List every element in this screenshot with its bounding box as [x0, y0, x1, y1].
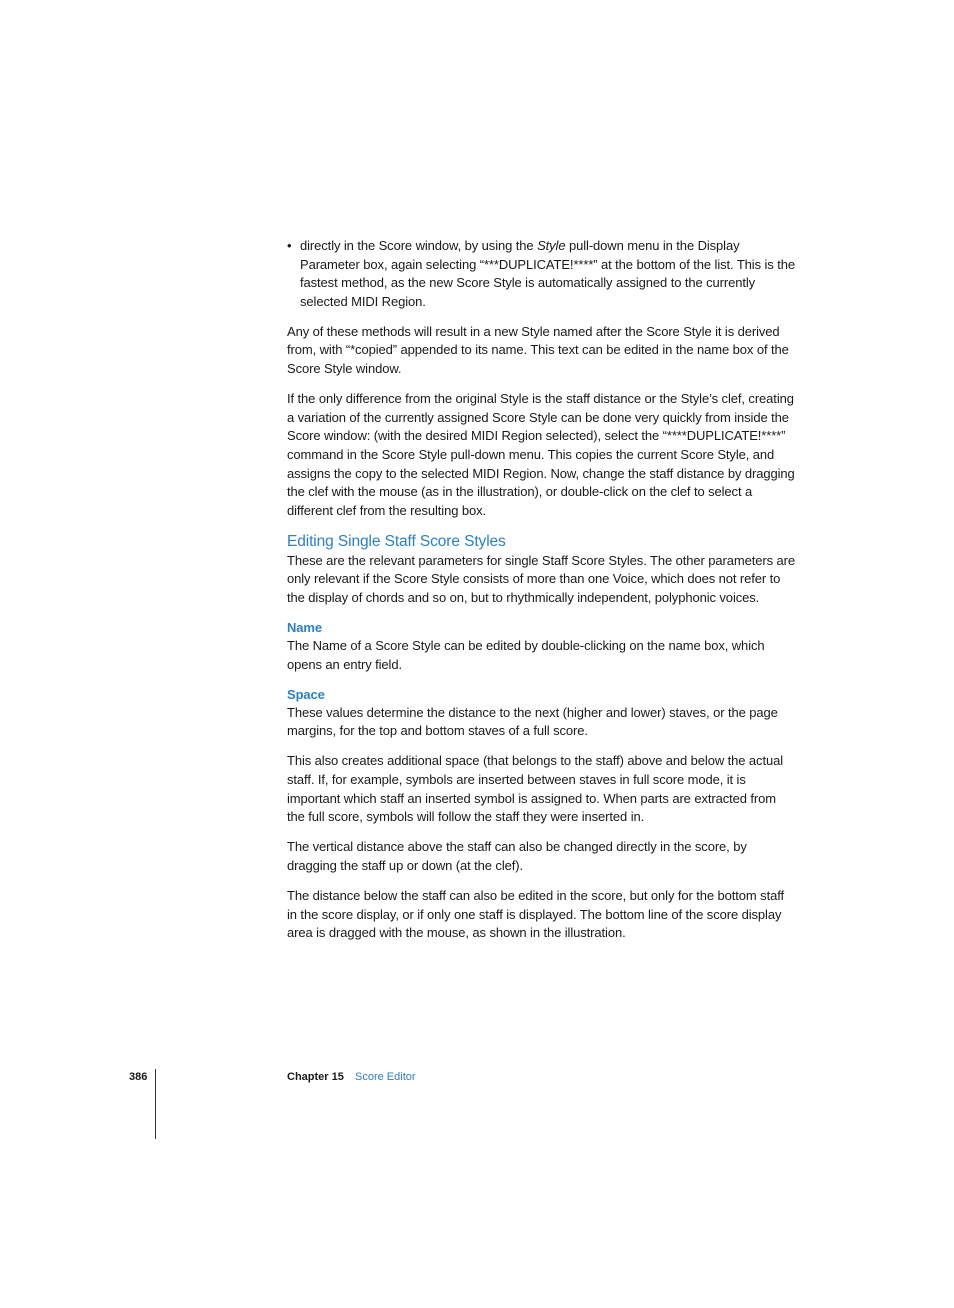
page-body [287, 237, 797, 954]
section-heading: Editing Single Staff Score Styles [287, 532, 506, 550]
paragraph-name: The Name of a Score Style can be edited by double-clicking on the name box, which opens an entry field. [287, 638, 765, 672]
page-number: 386 [129, 1071, 148, 1083]
paragraph-space-1: These values determine the distance to the next (higher and lower) staves, or the page margins, for the top and bottom staves of a full score. [287, 704, 778, 739]
bullet-text-start: directly in the Score window, by using the [300, 238, 538, 253]
bullet-mark: • [287, 238, 292, 253]
paragraph-new-style: Any of these methods will result in a new Style named after the Score Style it is derived from, with “*copied” appended to its name. This text can be edited in the name box of the Score Style window. [287, 323, 789, 377]
paragraph-space-2: This also creates additional space (that belongs to the staff) above and below the actual staff. If, for example, symbols are inserted between staves in full score mode, it is important which staff an inserted symbol is assigned to. When parts are extracted from the full score, symbols will follow the staff they were inserted in. [287, 753, 784, 825]
chapter-title: Score Editor [355, 1071, 416, 1083]
subheading-name: Name [287, 620, 323, 636]
bullet-text-end: pull-down menu in the Display Parameter box, again selecting “***DUPLICATE!****” at the bottom of the list. This is the fastest method, as the new Score Style is automatically assigned to the currently selected MIDI Region. [300, 238, 795, 309]
footer-rule [155, 1069, 156, 1139]
section-intro: These are the relevant parameters for single Staff Score Styles. The other parameters are only relevant if the Score Style consists of more than one Voice, which does not refer to the display of chords and so on, but to rhythmically independent, polyphonic voices. [287, 552, 795, 605]
chapter-label: Chapter 15 [287, 1071, 344, 1083]
bullet-italic-style: Style [537, 238, 566, 253]
paragraph-space-4: The distance below the staff can also be edited in the score, but only for the bottom staff in the score display, or if only one staff is displayed. The bottom line of the score display area is dragged with the mouse, as shown in the illustration. [287, 888, 785, 941]
paragraph-staff-distance: If the only difference from the original Style is the staff distance or the Style’s clef, creating a variation of the currently assigned Score Style can be done very quickly from inside the Score window: (with the desired MIDI Region selected), select the “****DUPLICATE!****” command in the Score Style pull-down menu. This copies the current Score Style, and assigns the copy to the selected MIDI Region. Now, change the staff distance by dragging the clef with the mouse (as in the illustration), or double-click on the clef to select a different clef from the resulting box. [287, 391, 795, 518]
subheading-space: Space [287, 686, 325, 702]
bullet-item [287, 237, 797, 311]
paragraph-space-3: The vertical distance above the staff can also be changed directly in the score, by dragging the staff up or down (at the clef). [287, 839, 747, 873]
